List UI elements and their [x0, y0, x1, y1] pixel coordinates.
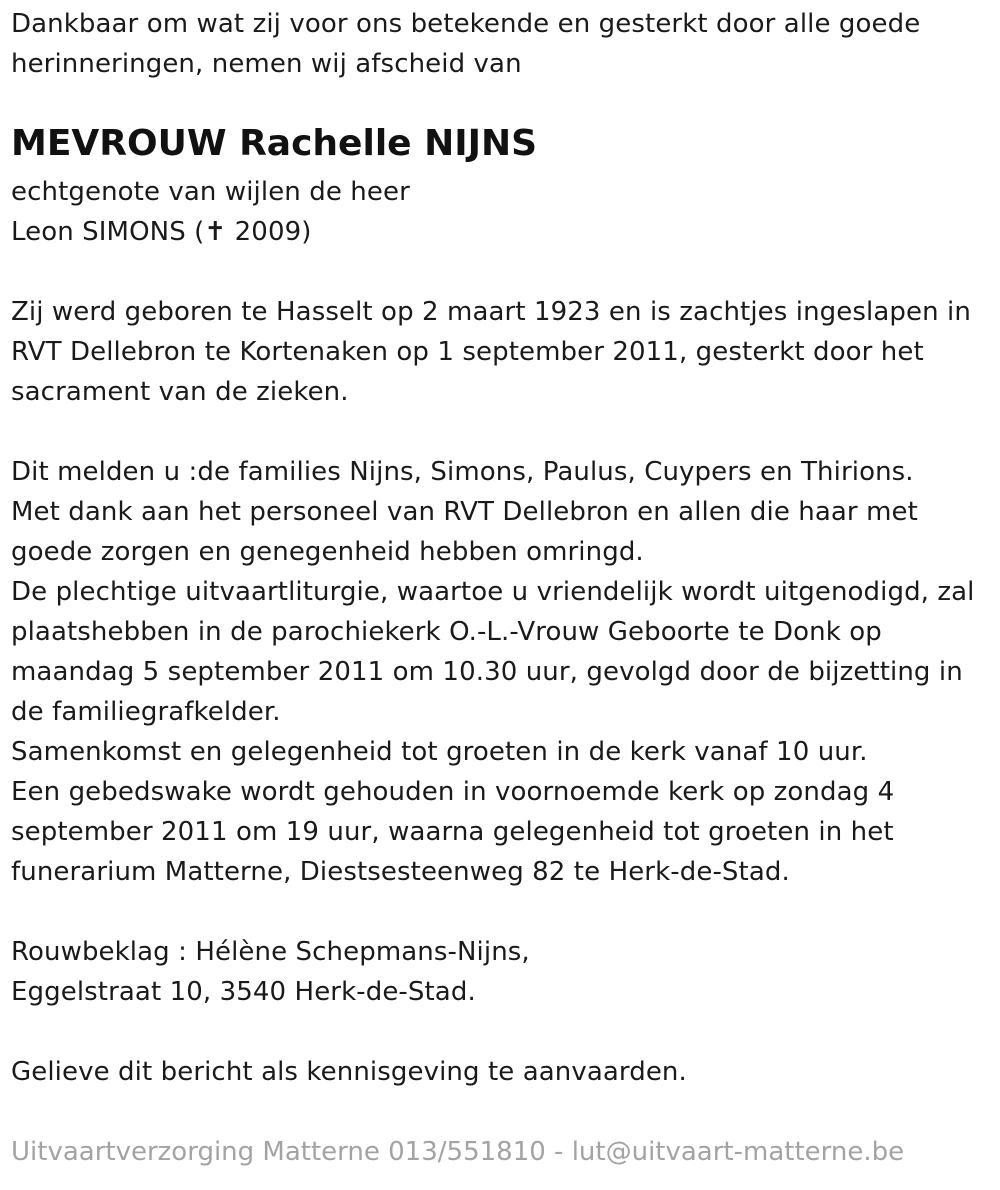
spacer: [11, 1012, 996, 1052]
announcement-line: de familiegrafkelder.: [11, 697, 281, 727]
birth-death-line: Zij werd geboren te Hasselt op 2 maart 1923 en is zachtjes ingeslapen in: [11, 297, 971, 327]
spacer: [11, 252, 996, 292]
announcement-line: Dit melden u :de families Nijns, Simons, Paulus, Cuypers en Thirions.: [11, 457, 914, 487]
spouse-line: echtgenote van wijlen de heer: [11, 177, 410, 207]
intro-paragraph: [11, 4, 996, 84]
announcement-line: De plechtige uitvaartliturgie, waartoe u vriendelijk wordt uitgenodigd, zal: [11, 577, 975, 607]
condolences-line: Eggelstraat 10, 3540 Herk-de-Stad.: [11, 977, 476, 1007]
intro-line: Dankbaar om wat zij voor ons betekende en gesterkt door alle goede: [11, 9, 921, 39]
announcement-line: september 2011 om 19 uur, waarna gelegenheid tot groeten in het: [11, 817, 894, 847]
announcement-line: funerarium Matterne, Diestsesteenweg 82 te Herk-de-Stad.: [11, 857, 790, 887]
announcement-line: maandag 5 september 2011 om 10.30 uur, gevolgd door de bijzetting in: [11, 657, 963, 687]
spacer: [11, 412, 996, 452]
birth-death-line: sacrament van de zieken.: [11, 377, 349, 407]
announcement-line: Samenkomst en gelegenheid tot groeten in de kerk vanaf 10 uur.: [11, 737, 868, 767]
announcement-line: goede zorgen en genegenheid hebben omringd.: [11, 537, 644, 567]
announcement-line: Met dank aan het personeel van RVT Dellebron en allen die haar met: [11, 497, 918, 527]
spacer: [11, 892, 996, 932]
announcement-paragraph: [11, 452, 996, 892]
spouse-line: Leon SIMONS (✝ 2009): [11, 217, 312, 247]
spouse-paragraph: [11, 172, 996, 252]
funeral-home-footer: Uitvaartverzorging Matterne 013/551810 - lut@uitvaart-matterne.be: [11, 1137, 905, 1167]
condolences-line: Rouwbeklag : Hélène Schepmans-Nijns,: [11, 937, 530, 967]
birth-death-line: RVT Dellebron te Kortenaken op 1 september 2011, gesterkt door het: [11, 337, 924, 367]
birth-death-paragraph: [11, 292, 996, 412]
closing-line: Gelieve dit bericht als kennisgeving te aanvaarden.: [11, 1057, 687, 1087]
deceased-name: MEVROUW Rachelle NIJNS: [11, 123, 538, 164]
obituary-notice: [11, 0, 996, 1172]
condolences-paragraph: [11, 932, 996, 1012]
intro-line: herinneringen, nemen wij afscheid van: [11, 49, 522, 79]
announcement-line: Een gebedswake wordt gehouden in voornoemde kerk op zondag 4: [11, 777, 895, 807]
announcement-line: plaatshebben in de parochiekerk O.-L.-Vrouw Geboorte te Donk op: [11, 617, 882, 647]
